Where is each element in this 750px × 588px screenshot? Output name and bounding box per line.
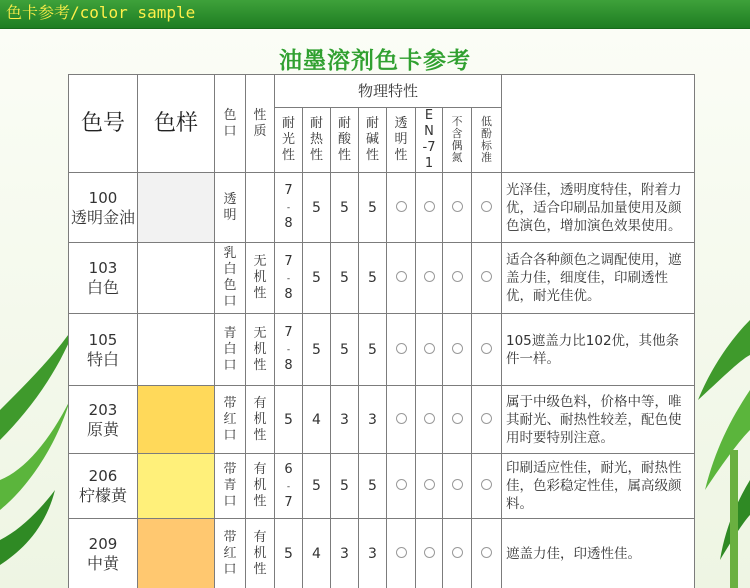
header-sub-0: 耐光性 bbox=[275, 108, 303, 173]
property-circle-cell bbox=[387, 243, 416, 314]
property-circle-cell bbox=[443, 173, 472, 243]
property-value: 7 - 8 bbox=[275, 173, 303, 243]
property-value: 7 - 8 bbox=[275, 243, 303, 314]
circle-icon bbox=[481, 271, 492, 282]
property-value: 5 bbox=[303, 454, 331, 519]
header-bar bbox=[0, 0, 750, 29]
property-circle-cell bbox=[416, 243, 443, 314]
property-circle-cell bbox=[443, 519, 472, 588]
color-code-cell: 100 透明金油 bbox=[69, 173, 138, 243]
color-swatch bbox=[138, 314, 215, 386]
property-circle-cell bbox=[387, 314, 416, 386]
property-circle-cell bbox=[443, 243, 472, 314]
nature-cell: 有机性 bbox=[246, 386, 275, 454]
property-circle-cell bbox=[387, 386, 416, 454]
header-desc bbox=[502, 75, 695, 173]
color-code-cell: 206 柠檬黄 bbox=[69, 454, 138, 519]
circle-icon bbox=[424, 547, 435, 558]
property-value: 3 bbox=[331, 386, 359, 454]
property-value: 5 bbox=[331, 173, 359, 243]
header-sub-4: 透明性 bbox=[387, 108, 416, 173]
property-circle-cell bbox=[472, 519, 502, 588]
circle-icon bbox=[424, 413, 435, 424]
header-sub-6: 不含偶氮 bbox=[443, 108, 472, 173]
property-circle-cell bbox=[472, 314, 502, 386]
property-value: 3 bbox=[359, 519, 387, 588]
color-swatch bbox=[138, 243, 215, 314]
circle-icon bbox=[396, 413, 407, 424]
circle-icon bbox=[452, 547, 463, 558]
color-tone-cell: 带红口 bbox=[215, 519, 246, 588]
property-value: 5 bbox=[359, 243, 387, 314]
property-value: 5 bbox=[331, 314, 359, 386]
circle-icon bbox=[452, 343, 463, 354]
property-value: 4 bbox=[303, 519, 331, 588]
circle-icon bbox=[396, 547, 407, 558]
circle-icon bbox=[424, 479, 435, 490]
color-tone-cell: 透明 bbox=[215, 173, 246, 243]
property-value: 6 - 7 bbox=[275, 454, 303, 519]
header-sub-7: 低酚标准 bbox=[472, 108, 502, 173]
property-circle-cell bbox=[443, 314, 472, 386]
property-value: 3 bbox=[331, 519, 359, 588]
property-circle-cell bbox=[472, 173, 502, 243]
property-circle-cell bbox=[443, 454, 472, 519]
property-circle-cell bbox=[472, 243, 502, 314]
circle-icon bbox=[452, 479, 463, 490]
color-swatch bbox=[138, 386, 215, 454]
property-circle-cell bbox=[443, 386, 472, 454]
property-value: 5 bbox=[275, 519, 303, 588]
header-physical: 物理特性 bbox=[275, 75, 502, 108]
description-cell: 属于中级色料，价格中等，唯其耐光、耐热性较差，配色使用时要特别注意。 bbox=[502, 386, 695, 454]
property-circle-cell bbox=[387, 519, 416, 588]
circle-icon bbox=[396, 343, 407, 354]
circle-icon bbox=[396, 201, 407, 212]
color-code-cell: 105 特白 bbox=[69, 314, 138, 386]
property-value: 5 bbox=[303, 314, 331, 386]
property-circle-cell bbox=[416, 386, 443, 454]
property-circle-cell bbox=[472, 386, 502, 454]
circle-icon bbox=[424, 343, 435, 354]
table-row bbox=[69, 243, 695, 314]
header-sub-5: EN-71 bbox=[416, 108, 443, 173]
nature-cell bbox=[246, 173, 275, 243]
header-sub-3: 耐碱性 bbox=[359, 108, 387, 173]
property-value: 3 bbox=[359, 386, 387, 454]
color-swatch bbox=[138, 519, 215, 588]
property-circle-cell bbox=[416, 454, 443, 519]
property-value: 5 bbox=[303, 173, 331, 243]
header-color: 色口 bbox=[215, 75, 246, 173]
property-value: 7 - 8 bbox=[275, 314, 303, 386]
circle-icon bbox=[452, 201, 463, 212]
circle-icon bbox=[481, 343, 492, 354]
color-table bbox=[68, 74, 695, 588]
property-circle-cell bbox=[416, 314, 443, 386]
table-row bbox=[69, 519, 695, 588]
property-value: 5 bbox=[359, 454, 387, 519]
header-sub-2: 耐酸性 bbox=[331, 108, 359, 173]
description-cell: 105遮盖力比102优，其他条件一样。 bbox=[502, 314, 695, 386]
property-value: 5 bbox=[359, 314, 387, 386]
header-code: 色号 bbox=[69, 75, 138, 173]
description-cell: 遮盖力佳，印透性佳。 bbox=[502, 519, 695, 588]
color-tone-cell: 乳白色口 bbox=[215, 243, 246, 314]
circle-icon bbox=[452, 413, 463, 424]
circle-icon bbox=[396, 479, 407, 490]
color-tone-cell: 青白口 bbox=[215, 314, 246, 386]
header-sample: 色样 bbox=[138, 75, 215, 173]
circle-icon bbox=[481, 413, 492, 424]
bamboo-leaf-right-decoration bbox=[690, 300, 750, 588]
nature-cell: 无机性 bbox=[246, 243, 275, 314]
color-swatch bbox=[138, 173, 215, 243]
property-value: 5 bbox=[331, 243, 359, 314]
circle-icon bbox=[424, 271, 435, 282]
color-code-cell: 209 中黄 bbox=[69, 519, 138, 588]
description-cell: 印刷适应性佳，耐光，耐热性佳，色彩稳定性佳，属高级颜料。 bbox=[502, 454, 695, 519]
table-row bbox=[69, 386, 695, 454]
nature-cell: 有机性 bbox=[246, 519, 275, 588]
circle-icon bbox=[396, 271, 407, 282]
property-circle-cell bbox=[416, 173, 443, 243]
header-title: 色卡参考/color sample bbox=[6, 3, 196, 22]
description-cell: 适合各种颜色之调配使用，遮盖力佳，细度佳，印刷透性优，耐光佳优。 bbox=[502, 243, 695, 314]
circle-icon bbox=[452, 271, 463, 282]
description-cell: 光泽佳，透明度特佳，附着力优，适合印刷品加量使用及颜色演色，增加演色效果使用。 bbox=[502, 173, 695, 243]
table-row bbox=[69, 454, 695, 519]
table-row bbox=[69, 314, 695, 386]
nature-cell: 有机性 bbox=[246, 454, 275, 519]
property-value: 5 bbox=[275, 386, 303, 454]
property-value: 5 bbox=[359, 173, 387, 243]
property-value: 4 bbox=[303, 386, 331, 454]
property-circle-cell bbox=[387, 454, 416, 519]
circle-icon bbox=[481, 547, 492, 558]
table-row bbox=[69, 173, 695, 243]
nature-cell: 无机性 bbox=[246, 314, 275, 386]
color-tone-cell: 带青口 bbox=[215, 454, 246, 519]
color-tone-cell: 带红口 bbox=[215, 386, 246, 454]
color-code-cell: 203 原黄 bbox=[69, 386, 138, 454]
property-circle-cell bbox=[416, 519, 443, 588]
color-code-cell: 103 白色 bbox=[69, 243, 138, 314]
page-title: 油墨溶剂色卡参考 bbox=[279, 48, 471, 74]
circle-icon bbox=[424, 201, 435, 212]
header-sub-1: 耐热性 bbox=[303, 108, 331, 173]
color-swatch bbox=[138, 454, 215, 519]
property-value: 5 bbox=[331, 454, 359, 519]
property-value: 5 bbox=[303, 243, 331, 314]
property-circle-cell bbox=[387, 173, 416, 243]
header-nature: 性质 bbox=[246, 75, 275, 173]
property-circle-cell bbox=[472, 454, 502, 519]
circle-icon bbox=[481, 479, 492, 490]
circle-icon bbox=[481, 201, 492, 212]
